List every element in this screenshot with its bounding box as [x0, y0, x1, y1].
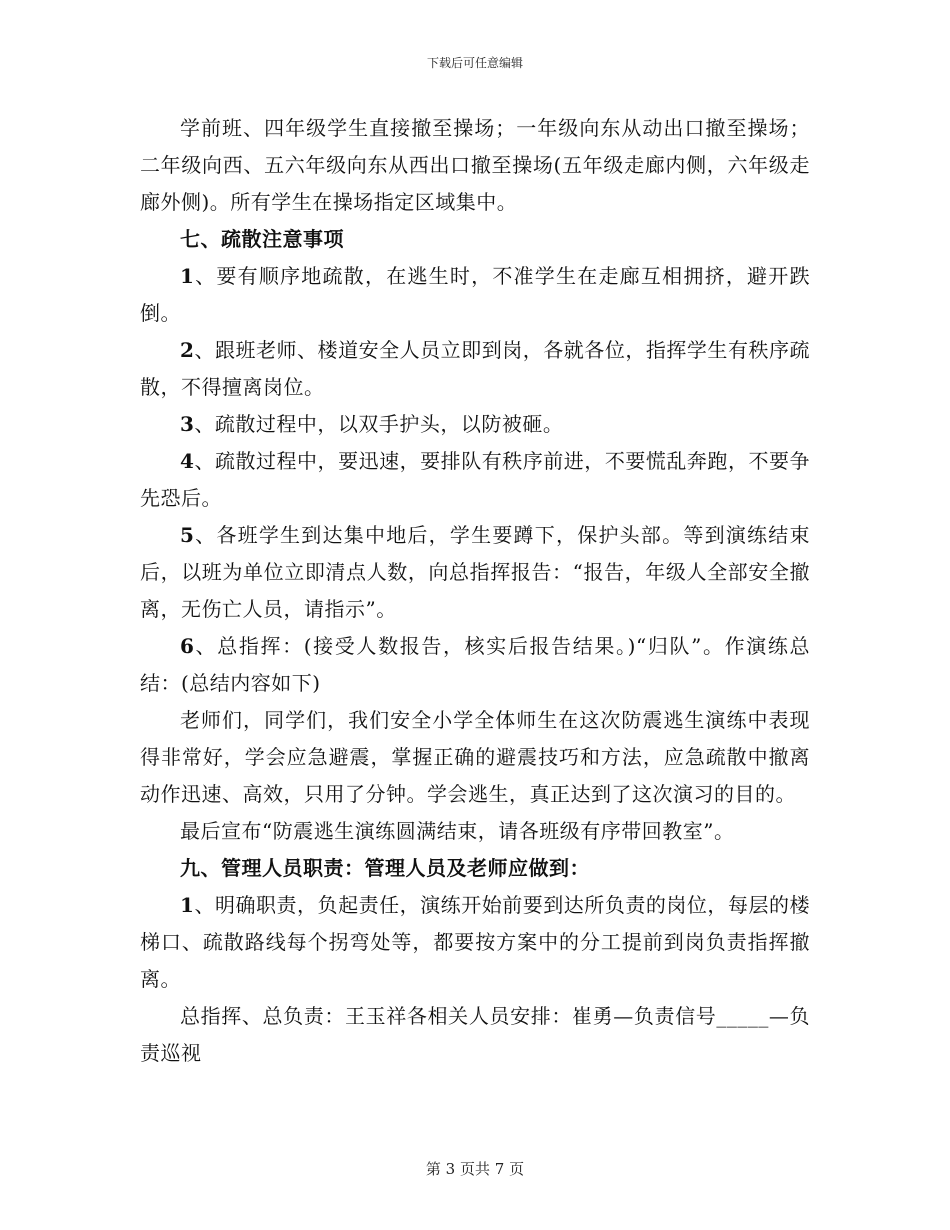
list-item	[140, 332, 810, 406]
list-item	[140, 628, 810, 702]
list-item-number: 1	[180, 264, 195, 288]
list-item	[140, 406, 810, 443]
list-item-text: 、各班学生到达集中地后，学生要蹲下，保护头部。等到演练结束后，以班为单位立即清点人数，向总指挥报告：“报告，年级人全部安全撤离，无伤亡人员，请指示”。	[140, 523, 810, 621]
list-item-number: 3	[180, 412, 195, 436]
list-item-text: 、要有顺序地疏散，在逃生时，不准学生在走廊互相拥挤，避开跌倒。	[140, 264, 810, 325]
list-item-number: 6	[180, 634, 195, 658]
section-heading-nine: 九、管理人员职责：管理人员及老师应做到：	[180, 856, 590, 880]
list-item	[140, 443, 810, 517]
list-item-text: 、明确职责，负起责任，演练开始前要到达所负责的岗位，每层的楼梯口、疏散路线每个拐弯处等，都要按方案中的分工提前到岗负责指挥撤离。	[140, 893, 810, 991]
list-item-number: 5	[180, 523, 195, 547]
list-item	[140, 887, 810, 998]
list-item-number: 4	[180, 449, 195, 473]
list-item-number: 1	[180, 893, 195, 917]
page-header: 下载后可任意编辑	[426, 56, 523, 70]
paragraph-evacuation-routes: 学前班、四年级学生直接撤至操场；一年级向东从动出口撤至操场；二年级向西、五六年级向东从西出口撤至操场(五年级走廊内侧，六年级走廊外侧)。所有学生在操场指定区域集中。	[140, 116, 810, 214]
paragraph-staff-assignment: 总指挥、总负责：王玉祥各相关人员安排：崔勇—负责信号_____—负责巡视	[140, 1004, 810, 1065]
list-item	[140, 258, 810, 332]
paragraph-summary-speech: 老师们，同学们，我们安全小学全体师生在这次防震逃生演练中表现得非常好，学会应急避震，掌握正确的避震技巧和方法，应急疏散中撤离动作迅速、高效，只用了分钟。学会逃生，真正达到了这次演习的目的。	[140, 708, 810, 806]
document-body	[140, 110, 810, 1072]
list-item-number: 2	[180, 338, 195, 362]
list-item-text: 、跟班老师、楼道安全人员立即到岗，各就各位，指挥学生有秩序疏散，不得擅离岗位。	[140, 338, 810, 399]
list-item	[140, 517, 810, 628]
list-item-text: 、疏散过程中，以双手护头，以防被砸。	[194, 412, 564, 436]
list-item-text: 、总指挥：(接受人数报告，核实后报告结果。)“归队”。作演练总结：(总结内容如下)	[140, 634, 810, 695]
list-item-text: 、疏散过程中，要迅速，要排队有秩序前进，不要慌乱奔跑，不要争先恐后。	[140, 449, 810, 510]
section-heading-seven: 七、疏散注意事项	[180, 227, 344, 251]
page-number: 第 3 页共 7 页	[425, 1160, 525, 1178]
paragraph-announcement: 最后宣布“防震逃生演练圆满结束，请各班级有序带回教室”。	[180, 819, 735, 843]
